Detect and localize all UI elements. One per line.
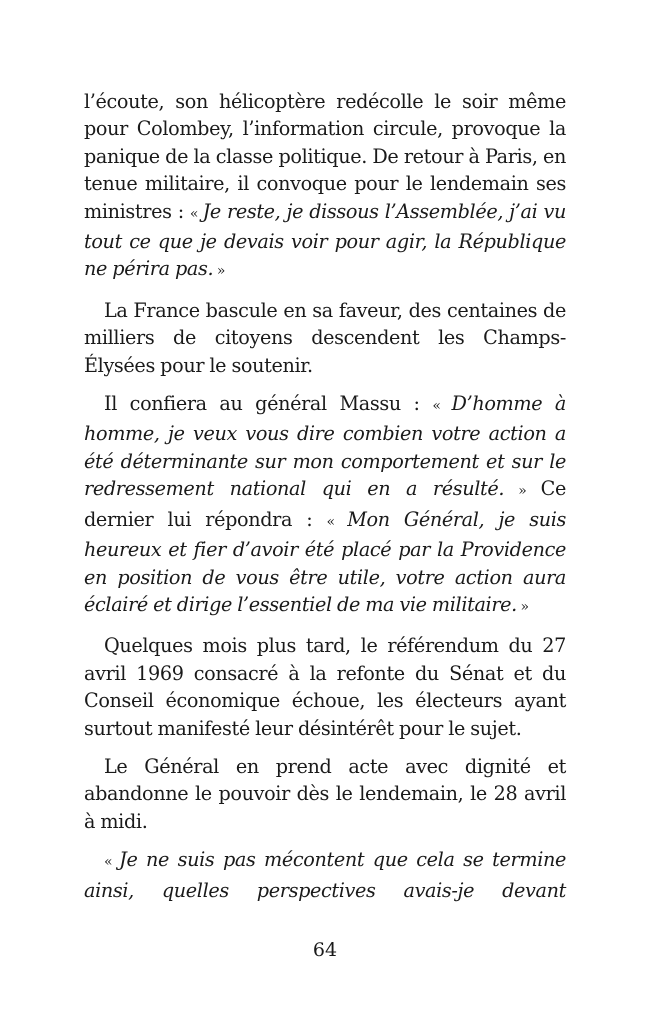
body-text: l’écoute, son hélicoptère redécolle le soir même pour Colombey, l’information circule, provoque la panique de la classe politique. De retour à Paris, en tenue militaire, il convoque pour le lendemain ses ministres :: [84, 90, 566, 223]
paragraph-4: [84, 632, 566, 742]
body-text: Il confiera au général Massu :: [104, 392, 433, 416]
body-text: Le Général en prend acte avec dignité et abandonne le pouvoir dès le lendemain, le 28 avril à midi.: [84, 754, 566, 833]
page-number: 64: [312, 939, 338, 961]
quote-mark: »: [516, 598, 529, 615]
quote-text: Mon Général, je suis heureux et fier d’avoir été placé par la Providence en position de vous être utile, votre action aura éclairé et dirige l’essentiel de ma vie militaire.: [84, 507, 566, 616]
paragraph-3: [84, 390, 566, 621]
quote-mark: »: [504, 483, 541, 500]
paragraph-5: [84, 753, 566, 835]
page-body: [84, 88, 566, 915]
quote-mark: «: [432, 398, 452, 415]
quote-mark: «: [326, 513, 348, 530]
quote-mark: »: [213, 263, 226, 280]
quote-mark: «: [189, 205, 203, 222]
quote-text: D’homme à homme, je veux vous dire combien votre action a été déterminante sur mon comportement et sur le redressement national qui en a résulté.: [84, 392, 566, 501]
body-text: Ce dernier lui répondra :: [84, 477, 566, 531]
quote-text: Je ne suis pas mécontent que cela se termine ainsi, quelles perspectives avais-je devant: [84, 848, 566, 902]
body-text: La France bascule en sa faveur, des centaines de milliers de citoyens descendent les Champs-Élysées pour le soutenir.: [84, 298, 566, 377]
paragraph-6: [84, 846, 566, 904]
paragraph-1: [84, 88, 566, 286]
quote-mark: «: [104, 854, 120, 871]
quote-text: Je reste, je dissous l’Assemblée, j’ai vu tout ce que je devais voir pour agir, la République ne périra pas.: [84, 199, 566, 281]
body-text: Quelques mois plus tard, le référendum du 27 avril 1969 consacré à la refonte du Sénat et du Conseil économique échoue, les électeurs ayant surtout manifesté leur désintérêt pour le sujet.: [84, 634, 566, 740]
paragraph-2: [84, 297, 566, 379]
